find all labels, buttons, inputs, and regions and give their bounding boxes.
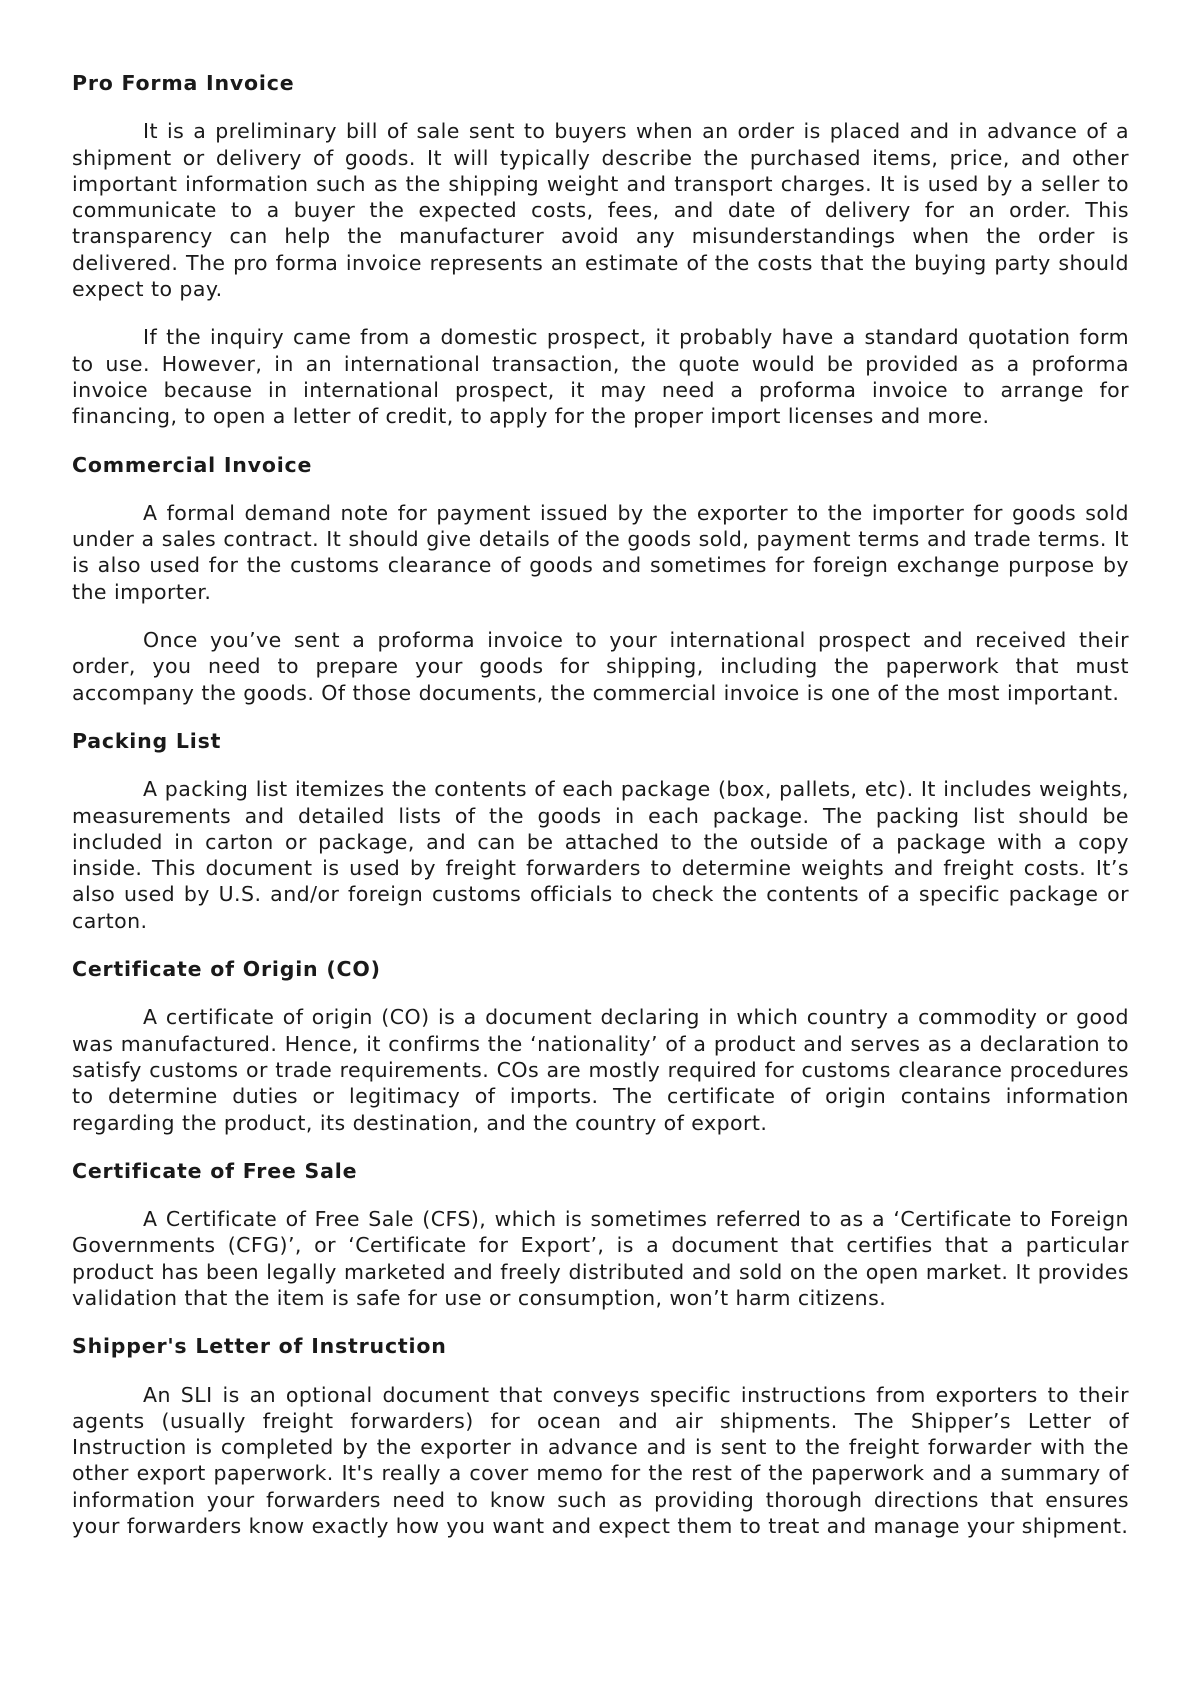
- section-heading: Packing List: [72, 728, 222, 753]
- section-paragraph: Once you’ve sent a proforma invoice to your international prospect and received their order, you need to prepare your goods for shipping, including the paperwork that must accompany the goods. Of those documents, the commercial invoice is one of the most important.: [72, 628, 1129, 705]
- section-paragraph: A Certificate of Free Sale (CFS), which is sometimes referred to as a ‘Certificate to Foreign Governments (CFG)’, or ‘Certificate for Export’, is a document that certifies that a particular product has been legally marketed and freely distributed and sold on the open market. It provides validation that the item is safe for use or consumption, won’t harm citizens.: [72, 1207, 1129, 1310]
- section-paragraph: A certificate of origin (CO) is a document declaring in which country a commodity or good was manufactured. Hence, it confirms the ‘nationality’ of a product and serves as a declaration to satisfy customs or trade requirements. COs are mostly required for customs clearance procedures to determine duties or legitimacy of imports. The certificate of origin contains information regarding the product, its destination, and the country of export.: [72, 1005, 1129, 1135]
- section-heading: Certificate of Free Sale: [72, 1158, 358, 1183]
- section-paragraph: A packing list itemizes the contents of each package (box, pallets, etc). It includes weights, measurements and detailed lists of the goods in each package. The packing list should be included in carton or package, and can be attached to the outside of a package with a copy inside. This document is used by freight forwarders to determine weights and freight costs. It’s also used by U.S. and/or foreign customs officials to check the contents of a specific package or carton.: [72, 777, 1129, 933]
- section-heading: Pro Forma Invoice: [72, 71, 295, 95]
- section-paragraph: It is a preliminary bill of sale sent to buyers when an order is placed and in advance of a shipment or delivery of goods. It will typically describe the purchased items, price, and other important information such as the shipping weight and transport charges. It is used by a seller to communicate to a buyer the expected costs, fees, and date of delivery for an order. This transparency can help the manufacturer avoid any misunderstandings when the order is delivered. The pro forma invoice represents an estimate of the costs that the buying party should expect to pay.: [72, 119, 1129, 302]
- section-certificate-of-origin: [72, 956, 1129, 1136]
- section-commercial-invoice: [72, 452, 1129, 706]
- section-heading: Certificate of Origin (CO): [72, 957, 381, 982]
- section-shippers-letter-of-instruction: [72, 1333, 1129, 1539]
- section-heading: Shipper's Letter of Instruction: [72, 1334, 447, 1359]
- section-paragraph: If the inquiry came from a domestic prospect, it probably have a standard quotation form to use. However, in an international transaction, the quote would be provided as a proforma invoice because in international prospect, it may need a proforma invoice to arrange for financing, to open a letter of credit, to apply for the proper import licenses and more.: [72, 325, 1129, 429]
- section-pro-forma-invoice: [72, 70, 1129, 430]
- section-paragraph: A formal demand note for payment issued by the exporter to the importer for goods sold under a sales contract. It should give details of the goods sold, payment terms and trade terms. It is also used for the customs clearance of goods and sometimes for foreign exchange purpose by the importer.: [72, 500, 1129, 604]
- section-packing-list: [72, 728, 1129, 934]
- section-paragraph: An SLI is an optional document that conveys specific instructions from exporters to their agents (usually freight forwarders) for ocean and air shipments. The Shipper’s Letter of Instruction is completed by the exporter in advance and is sent to the freight forwarder with the other export paperwork. It's really a cover memo for the rest of the paperwork and a summary of information your forwarders need to know such as providing thorough directions that ensures your forwarders know exactly how you want and expect them to treat and manage your shipment.: [72, 1382, 1129, 1539]
- document-page: [72, 70, 1129, 1561]
- section-certificate-of-free-sale: [72, 1158, 1129, 1311]
- section-heading: Commercial Invoice: [72, 452, 313, 477]
